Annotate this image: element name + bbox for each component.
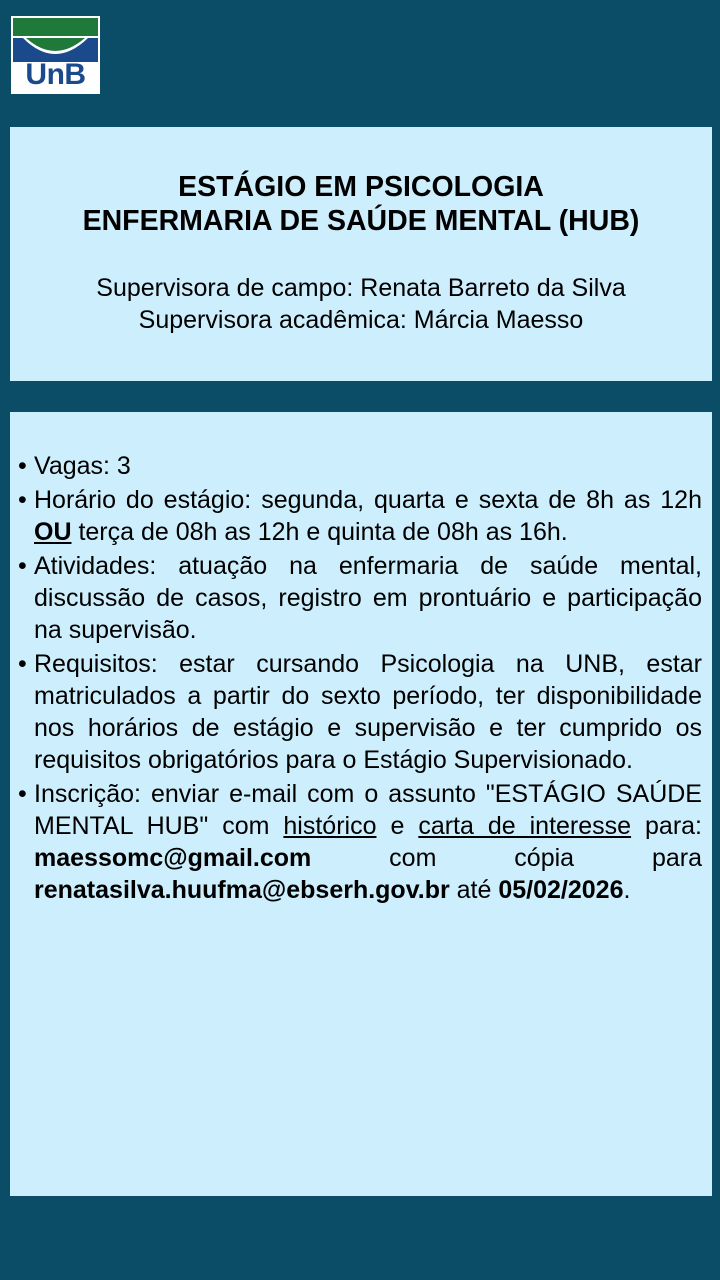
- list-item-inscricao: [18, 778, 702, 906]
- requisitos-text: Requisitos: estar cursando Psicologia na UNB, estar matriculados a partir do sexto período, ter disponibilidade nos horários de estágio e supervisão e ter cumprido os requisitos obrigatórios para o Estágio Supervisionado.: [34, 650, 702, 774]
- header-panel: [10, 127, 712, 381]
- supervisors: [10, 272, 712, 336]
- details-list: [18, 450, 702, 906]
- vagas-text: Vagas: 3: [34, 452, 131, 480]
- list-item-vagas: [18, 450, 702, 482]
- historico-text: histórico: [283, 812, 377, 840]
- email-renata[interactable]: renatasilva.huufma@ebserh.gov.br: [34, 876, 450, 904]
- list-item-requisitos: [18, 648, 702, 776]
- inscricao-ate: até: [449, 876, 499, 904]
- unb-logo-emblem: [13, 18, 98, 62]
- email-maesso[interactable]: maessomc@gmail.com: [34, 844, 312, 872]
- inscricao-para: para:: [631, 812, 703, 840]
- list-item-atividades: [18, 550, 702, 646]
- carta-text: carta de interesse: [418, 812, 632, 840]
- inscricao-and: e: [376, 812, 419, 840]
- inscricao-copia: com cópia para: [311, 844, 702, 872]
- academic-supervisor: Supervisora acadêmica: Márcia Maesso: [138, 306, 584, 334]
- list-item-horario: [18, 484, 702, 548]
- horario-text-2: terça de 08h as 12h e quinta de 08h as 16h.: [71, 518, 568, 546]
- field-supervisor: Supervisora de campo: Renata Barreto da Silva: [96, 274, 626, 302]
- inscricao-text-1: Inscrição: enviar e-mail com o assunto "ESTÁGIO SAÚDE MENTAL HUB" com: [34, 780, 702, 840]
- unb-logo-text: UnB: [25, 58, 86, 91]
- unb-logo: [11, 16, 100, 94]
- horario-text-1: Horário do estágio: segunda, quarta e sexta de 8h as 12h: [34, 486, 702, 514]
- atividades-text: Atividades: atuação na enfermaria de saúde mental, discussão de casos, registro em prontuário e participação na supervisão.: [34, 552, 702, 644]
- horario-ou: OU: [34, 518, 72, 546]
- inscricao-end: .: [623, 876, 631, 904]
- deadline-date: 05/02/2026: [498, 876, 624, 904]
- title-line-2: ENFERMARIA DE SAÚDE MENTAL (HUB): [82, 205, 640, 237]
- page-title: [10, 127, 712, 238]
- details-panel: [10, 412, 712, 1196]
- title-line-1: ESTÁGIO EM PSICOLOGIA: [178, 171, 544, 203]
